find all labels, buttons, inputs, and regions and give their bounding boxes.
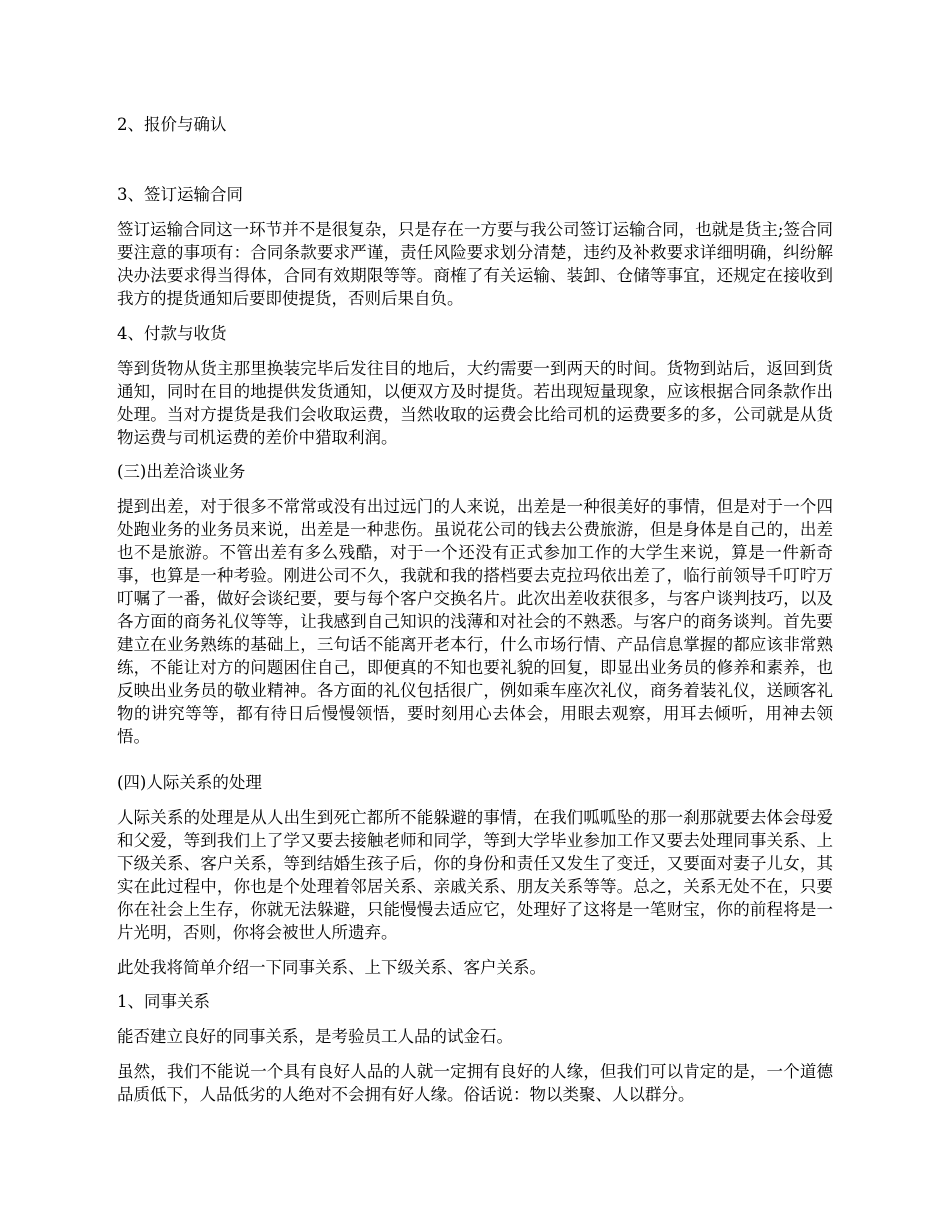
heading-business-trip: (三)出差洽谈业务: [117, 462, 246, 481]
paragraph-contract: 签订运输合同这一环节并不是很复杂，只是存在一方要与我公司签订运输合同，也就是货主;签合同要注意的事项有：合同条款要求严谨，责任风险要求划分清楚，违约及补救要求详细明确，纠纷解决办法要求得当得体，合同有效期限等等。商榷了有关运输、装卸、仓储等事宜，还规定在接收到我方的提货通知后要即使提货，否则后果自负。: [117, 220, 833, 308]
paragraph-introduction: 此处我将简单介绍一下同事关系、上下级关系、客户关系。: [117, 958, 546, 977]
paragraph-business-trip: 提到出差，对于很多不常常或没有出过远门的人来说，出差是一种很美好的事情，但是对于一个四处跑业务的业务员来说，出差是一种悲伤。虽说花公司的钱去公费旅游，但是身体是自己的，出差也不是旅游。不管出差有多么残酷，对于一个还没有正式参加工作的大学生来说，算是一件新奇事，也算是一种考验。刚进公司不久，我就和我的搭档要去克拉玛依出差了，临行前领导千叮咛万叮嘱了一番，做好会谈纪要，要与每个客户交换名片。此次出差收获很多，与客户谈判技巧，以及各方面的商务礼仪等等，让我感到自己知识的浅薄和对社会的不熟悉。与客户的商务谈判。首先要建立在业务熟练的基础上，三句话不能离开老本行，什么市场行情、产品信息掌握的都应该非常熟练，不能让对方的问题困住自己，即便真的不知也要礼貌的回复，即显出业务员的修养和素养，也反映出业务员的敬业精神。各方面的礼仪包括很广，例如乘车座次礼仪，商务着装礼仪，送顾客礼物的讲究等等，都有待日后慢慢领悟，要时刻用心去体会，用眼去观察，用耳去倾听，用神去领悟。: [117, 497, 833, 746]
paragraph-touchstone: 能否建立良好的同事关系，是考验员工人品的试金石。: [117, 1027, 513, 1046]
paragraph-payment: 等到货物从货主那里换装完毕后发往目的地后，大约需要一到两天的时间。货物到站后，返回到货通知，同时在目的地提供发货通知，以便双方及时提货。若出现短量现象，应该根据合同条款作出处理。当对方提货是我们会收取运费，当然收取的运费会比给司机的运费要多的多，公司就是从货物运费与司机运费的差价中猎取利润。: [117, 359, 833, 447]
heading-colleague-relations: 1、同事关系: [117, 992, 210, 1011]
heading-sign-contract: 3、签订运输合同: [117, 185, 243, 204]
paragraph-character: 虽然，我们不能说一个具有良好人品的人就一定拥有良好的人缘，但我们可以肯定的是，一个道德品质低下，人品低劣的人绝对不会拥有好人缘。俗话说：物以类聚、人以群分。: [117, 1062, 833, 1104]
heading-payment-receipt: 4、付款与收货: [117, 324, 227, 343]
heading-interpersonal: (四)人际关系的处理: [117, 773, 262, 792]
paragraph-interpersonal: 人际关系的处理是从人出生到死亡都所不能躲避的事情，在我们呱呱坠的那一刹那就要去体会母爱和父爱，等到我们上了学又要去接触老师和同学，等到大学毕业参加工作又要去处理同事关系、上下级关系、客户关系，等到结婚生孩子后，你的身份和责任又发生了变迁，又要面对妻子儿女，其实在此过程中，你也是个处理着邻居关系、亲戚关系、朋友关系等等。总之，关系无处不在，只要你在社会上生存，你就无法躲避，只能慢慢去适应它，处理好了这将是一笔财宝，你的前程将是一片光明，否则，你将会被世人所遗弃。: [117, 808, 833, 942]
heading-quote-confirm: 2、报价与确认: [117, 115, 227, 134]
